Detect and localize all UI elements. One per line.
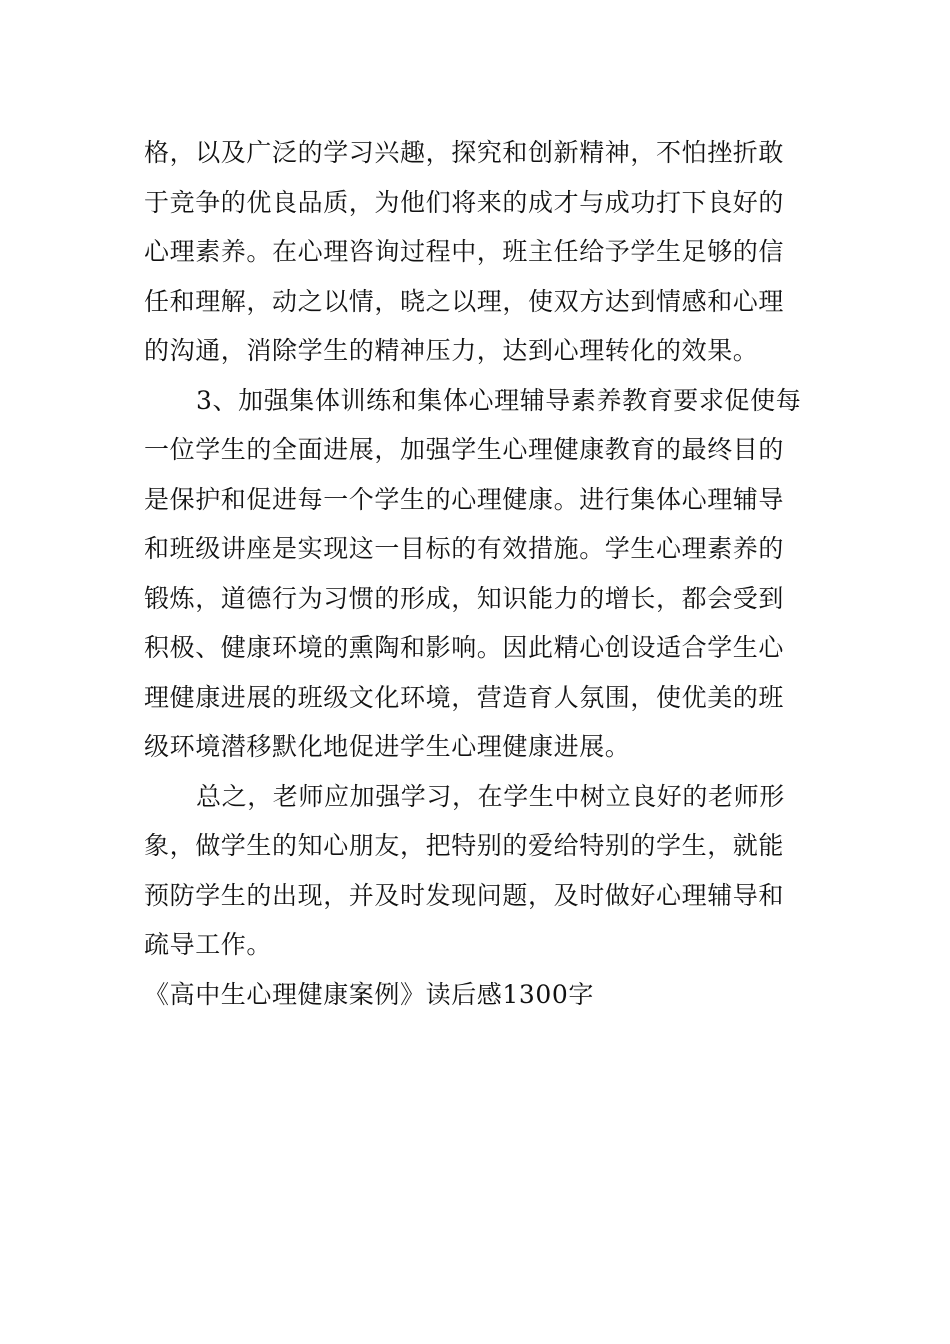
text-line: 心理素养。在心理咨询过程中，班主任给予学生足够的信 [144,237,785,266]
section-title: 《高中生心理健康案例》读后感1300字 [144,979,595,1009]
document-body [144,128,808,1019]
text-line: 预防学生的出现，并及时发现问题，及时做好心理辅导和 [144,880,785,910]
text-line: 疏导工作。 [144,930,273,959]
text-line: 积极、健康环境的熏陶和影响。因此精心创设适合学生心 [144,633,785,662]
text-line: 级环境潜移默化地促进学生心理健康进展。 [144,732,631,761]
text-line: 的沟通，消除学生的精神压力，达到心理转化的效果。 [144,336,759,365]
text-line: 理健康进展的班级文化环境，营造育人氛围，使优美的班 [144,682,785,712]
text-line: 任和理解，动之以情，晓之以理，使双方达到情感和心理 [144,286,785,316]
text-line: 锻炼，道德行为习惯的形成，知识能力的增长，都会受到 [144,583,785,613]
text-line: 于竞争的优良品质，为他们将来的成才与成功打下良好的 [144,187,785,217]
text-line: 是保护和促进每一个学生的心理健康。进行集体心理辅导 [144,484,785,514]
paragraph-start-line: 总之，老师应加强学习，在学生中树立良好的老师形 [196,781,785,811]
text-line: 一位学生的全面进展，加强学生心理健康教育的最终目的 [144,435,785,464]
text-line: 格，以及广泛的学习兴趣，探究和创新精神，不怕挫折敢 [144,138,785,167]
text-line: 象，做学生的知心朋友，把特别的爱给特别的学生，就能 [144,831,785,860]
paragraph-start-line: 3、加强集体训练和集体心理辅导素养教育要求促使每 [196,385,802,415]
text-line: 和班级讲座是实现这一目标的有效措施。学生心理素养的 [144,534,785,563]
